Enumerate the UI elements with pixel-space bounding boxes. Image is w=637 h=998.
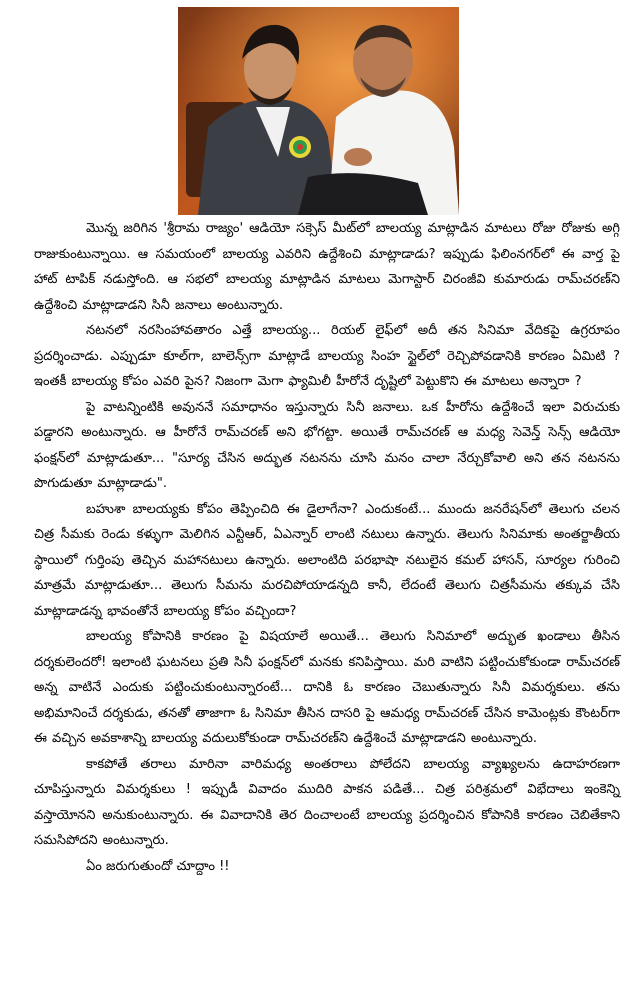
article-paragraph-6: కాకపోతే తరాలు మారినా వారిమధ్య అంతరాలు పోలేదని బాలయ్య వ్యాఖ్యలను ఉదాహరణగా చూపిస్తున్నారు విమర్శకులు ! ఇప్పుడీ వివాదం ముదిరి పాకన పడితే... చిత్ర పరిశ్రమలో విభేదాలు ఇంకెన్ని వస్తాయోనని అనుకుంటున్నారు. ఈ వివాదానికి తెర దించాలంటే బాలయ్య ప్రదర్శించిన కోపానికి కారణం చెబితేకాని సమసిపోదని అంటున్నారు. xyxy=(34,756,620,848)
two-men-seated-at-event-photo-icon xyxy=(178,7,459,215)
article-photo xyxy=(178,7,459,215)
article-paragraph-4: బహుశా బాలయ్యకు కోపం తెప్పించిది ఈ డైలాగేనా? ఎందుకంటే... ముందు జనరేషన్‌లో తెలుగు చలన చిత్ర సీమకు రెండు కళ్ళుగా మెలిగిన ఎన్టీఆర్, ఏఎన్నార్ లాంటి నటులు ఉన్నారు. తెలుగు సినిమాకు అంతర్జాతీయ స్థాయిలో గుర్తింపు తెచ్చిన మహానటులు ఉన్నారు. అలాంటిది పరభాషా నటులైన కమల్ హాసన్, సూర్యల గురించి మాత్రమే మాట్లాడుతూ... తెలుగు సీమను మరచిపోయాడన్నది కానీ, లేదంటే తెలుగు చిత్రసీమను తక్కువ చేసి మాట్లాడాడన్న భావంతోనే బాలయ్య కోపం వచ్చిందా? xyxy=(34,501,620,619)
article-paragraph-2: నటనలో నరసింహావతారం ఎత్తే బాలయ్య... రియల్ లైఫ్‌లో అదీ తన సినిమా వేదికపై ఉగ్రరూపం ప్రదర్శించాడు. ఎప్పుడూ కూల్‌గా, బాలెన్స్‌గా మాట్లాడే బాలయ్య సింహ స్టైల్‌లో రెచ్చిపోవడానికి కారణం ఏమిటి ? ఇంతకీ బాలయ్య కోపం ఎవరి పైన? నిజంగా మెగా ఫ్యామిలీ హీరోనే దృష్టిలో పెట్టుకొని ఈ మాటలు అన్నారా ? xyxy=(34,323,620,389)
article-paragraph-3: పై వాటన్నింటికి అవుననే సమాధానం ఇస్తున్నారు సినీ జనాలు. ఒక హీరోను ఉద్దేశించే ఇలా విరుచుకు పడ్డారని అంటున్నారు. ఆ హీరోనే రామ్‌చరణ్ అని భోగట్టా. అయితే రామ్‌చరణ్ ఆ మధ్య సెవెన్త్ సెన్స్ ఆడియో ఫంక్షన్‌లో మాట్లాడుతూ... "సూర్య చేసిన అద్భుత నటనను చూసి మనం చాలా నేర్చుకోవాలి అని తన నటనను పొగుడుతూ మాట్లాడాడు". xyxy=(34,399,620,491)
article-paragraph-1: మొన్న జరిగిన 'శ్రీరామ రాజ్యం' ఆడియో సక్సెస్ మీట్‌లో బాలయ్య మాట్లాడిన మాటలు రోజు రోజుకు అగ్గి రాజుకుంటున్నాయి. ఆ సమయంలో బాలయ్య ఎవరిని ఉద్దేశించి మాట్లాడాడు? ఇప్పుడు ఫిలింనగర్‌లో ఈ వార్త పై హాట్ టాపిక్ నడుస్తోంది. ఆ సభలో బాలయ్య మాట్లాడిన మాటలు మెగాస్టార్ చిరంజీవి కుమారుడు రామ్‌చరణ్‌ని ఉద్దేశించి మాట్లాడాడని సినీ జనాలు అంటున్నారు. xyxy=(34,221,620,313)
article-body xyxy=(34,216,620,879)
article-paragraph-5: బాలయ్య కోపానికి కారణం పై విషయాలే అయితే... తెలుగు సినిమాలో అద్భుత ఖండాలు తీసిన దర్శకులెందరో! ఇలాంటి ఘటనలు ప్రతి సినీ ఫంక్షన్‌లో మనకు కనిపిస్తాయి. మరి వాటిని పట్టించుకోకుండా రామ్‌చరణ్ అన్న వాటినే ఎందుకు పట్టించుకుంటున్నారంటే... దానికి ఓ కారణం చెబుతున్నారు సినీ విమర్శకులు. తను అభిమానించే దర్శకుడు, తనతో తాజాగా ఓ సినిమా తీసిన దాసరి పై ఆమధ్య రామ్‌చరణ్ చేసిన కామెంట్లకు కౌంటర్‌గా ఈ వచ్చిన అవకాశాన్ని బాలయ్య వదులుకోకుండా రామ్‌చరణ్‌ని ఉద్దేశించే మాట్లాడాడని అంటున్నారు. xyxy=(34,629,620,746)
article-closing-line: ఏం జరుగుతుందో చూద్దాం !! xyxy=(86,858,230,874)
